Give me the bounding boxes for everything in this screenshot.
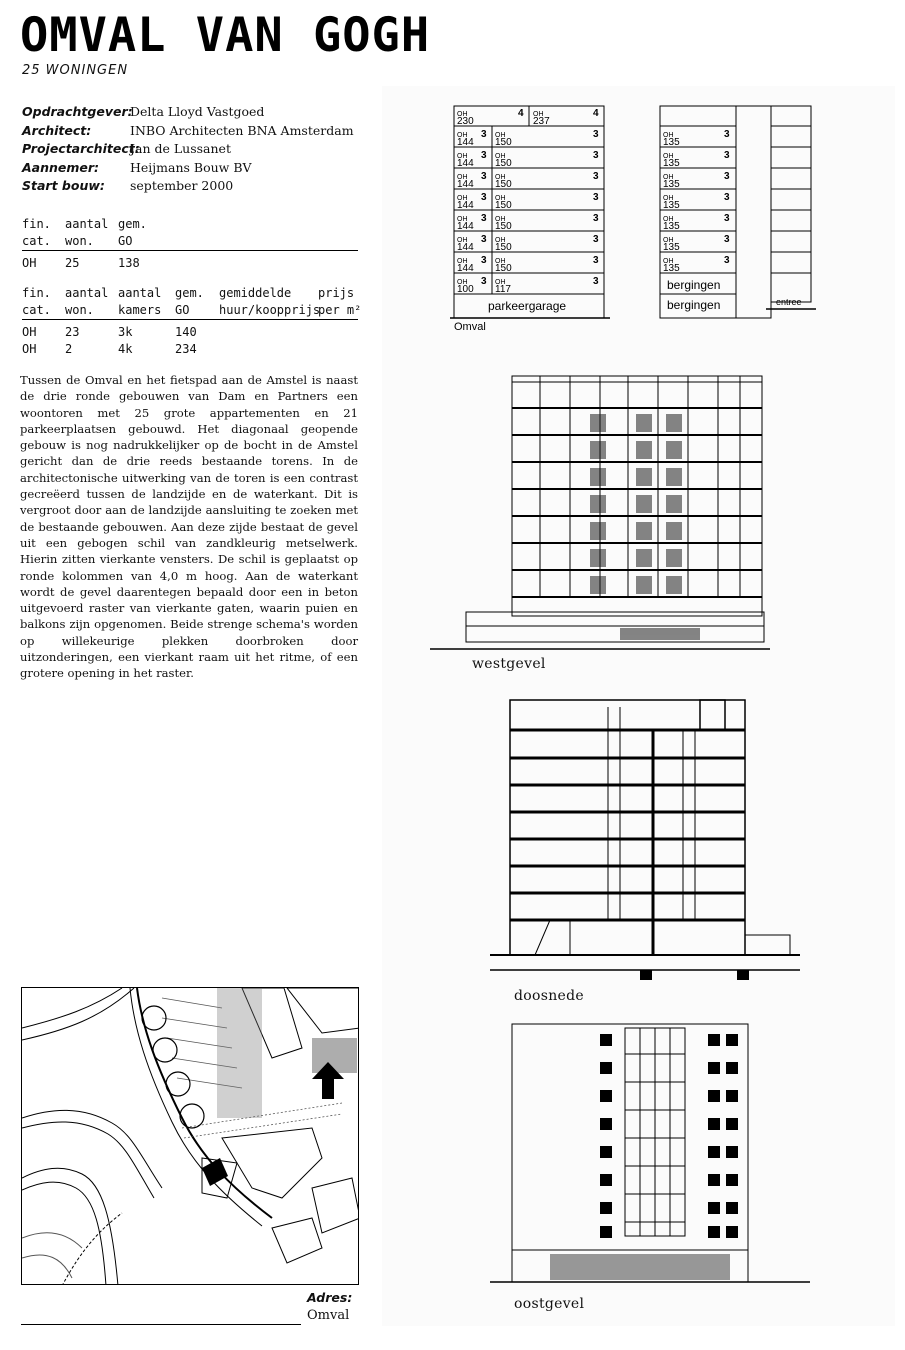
scheme-cat: OH [663, 195, 674, 202]
scheme-size: 135 [663, 158, 680, 169]
scheme-cat: OH [457, 174, 468, 181]
scheme-cat: OH [663, 132, 674, 139]
scheme-cat: OH [457, 258, 468, 265]
table-cell: 138 [118, 256, 140, 270]
table-cell: OH [22, 256, 37, 270]
table-row [22, 255, 358, 272]
table-cell: 3k [118, 325, 133, 339]
scheme-cat: OH [457, 216, 468, 223]
scheme-rooms: 3 [593, 192, 599, 203]
header-cell: kamers [118, 302, 162, 317]
credit-row-architect [22, 122, 372, 141]
credit-value: september 2000 [130, 178, 234, 193]
credit-value: INBO Architecten BNA Amsterdam [130, 122, 354, 138]
scheme-cat: OH [495, 132, 506, 139]
table-cell: 23 [65, 325, 80, 339]
scheme-rooms: 3 [593, 213, 599, 224]
scheme-cat: OH [663, 258, 674, 265]
housing-summary-table [22, 216, 358, 272]
scheme-size: 150 [495, 137, 512, 148]
scheme-rooms: 3 [724, 129, 730, 140]
credits-list [22, 103, 372, 196]
scheme-cat: OH [495, 174, 506, 181]
scheme-caption: Omval [454, 321, 486, 333]
credit-label: Projectarchitect: [22, 141, 140, 156]
scheme-size: 237 [533, 116, 550, 127]
scheme-rooms: 3 [724, 192, 730, 203]
scheme-size: 135 [663, 179, 680, 190]
scheme-rooms: 3 [724, 150, 730, 161]
scheme-size: 135 [663, 242, 680, 253]
header-cell: prijs [318, 286, 355, 300]
header-cell: aantal [118, 286, 162, 300]
credit-value: Delta Lloyd Vastgoed [130, 104, 265, 119]
credit-label: Architect: [22, 122, 92, 138]
scheme-cat: OH [495, 237, 506, 244]
scheme-rooms: 3 [724, 171, 730, 182]
scheme-size: 150 [495, 242, 512, 253]
scheme-cat: OH [457, 153, 468, 160]
site-map-drawing [22, 988, 359, 1285]
credit-label: Opdrachtgever: [22, 104, 133, 119]
scheme-cat: OH [457, 132, 468, 139]
scheme-cat: OH [457, 279, 468, 286]
scheme-rooms: 3 [481, 255, 487, 266]
scheme-rooms: 3 [724, 213, 730, 224]
scheme-cat: OH [495, 153, 506, 160]
description-text: Tussen de Omval en het fietspad aan de Amstel is naast de drie ronde gebouwen van Dam en Partners een woontoren met 25 grote appartementen en 21 parkeerplaatsen gebouwd. Het diagonaal geopende gebouw is nog nadrukkelijker op de bocht in de Amstel gericht dan de drie reeds bestaande torens. In de architectonische uitwerking van de toren is een contrast gecreëerd tussen de landzijde en de waterkant. Dit is vergroot door aan de landzijde aansluiting te zoeken met de bestaande gebouwen. Aan deze zijde bestaat de gevel uit een gebogen schil van zandkleurig metselwerk. Hierin zitten vierkante vensters. De schil is geplaatst op ronde kolommen van 4,0 m hoog. Aan de waterkant wordt de gevel daarentegen bepaald door een in beton uitgevoerd raster van vierkante gaten, waarin puien en balkons zijn opgenomen. Beide strenge schema's worden op willekeurige plekken doorbroken door uitzonderingen, een vierkant raam uit het ritme, of een grotere opening in het raster. [20, 373, 358, 681]
tower-location-marker [202, 1158, 228, 1186]
address-value: Omval [307, 1308, 350, 1323]
header-cell: cat. [22, 233, 51, 248]
scheme-cat: OH [495, 279, 506, 286]
credit-row-start [22, 177, 372, 196]
header-cell: fin. [22, 217, 51, 231]
scheme-size: 144 [457, 242, 474, 253]
header-cell: fin. [22, 286, 51, 300]
address-block [307, 1289, 352, 1325]
credit-label: Start bouw: [22, 178, 105, 193]
floor-scheme-omval [450, 104, 610, 334]
west-elevation-caption: westgevel [472, 656, 546, 672]
scheme-size: 100 [457, 284, 474, 295]
page-subtitle: 25 WONINGEN [22, 63, 129, 78]
table-cell: 140 [175, 325, 197, 339]
header-cell: aantal [65, 217, 109, 231]
scheme-cat: OH [457, 195, 468, 202]
scheme-size: 144 [457, 263, 474, 274]
header-cell: gemiddelde [219, 286, 292, 300]
divider [21, 1324, 301, 1325]
scheme-size: 150 [495, 221, 512, 232]
scheme-cat: OH [457, 237, 468, 244]
table-cell: 4k [118, 341, 133, 356]
scheme-cat: OH [495, 216, 506, 223]
table-cell: 234 [175, 341, 197, 356]
credit-row-client [22, 103, 372, 122]
table-cell: 25 [65, 256, 80, 270]
scheme-size: 150 [495, 200, 512, 211]
header-cell: GO [118, 233, 133, 248]
section-drawing [490, 685, 800, 985]
header-cell: won. [65, 302, 94, 317]
section-caption: doosnede [514, 988, 584, 1004]
credit-row-project-architect [22, 140, 372, 159]
credit-value: Heijmans Bouw BV [130, 159, 252, 175]
scheme-cat: OH [663, 216, 674, 223]
table-row [22, 341, 358, 358]
header-cell: huur/koopprijs [219, 302, 321, 317]
scheme-rooms: 3 [593, 234, 599, 245]
scheme-rooms: 3 [593, 150, 599, 161]
scheme-size: 135 [663, 263, 680, 274]
header-cell: per m² [318, 302, 362, 317]
scheme-cat: OH [533, 111, 544, 118]
east-elevation-caption: oostgevel [514, 1296, 585, 1312]
scheme-size: 117 [495, 284, 511, 295]
table-cell: 2 [65, 341, 73, 356]
scheme-rooms: 3 [724, 255, 730, 266]
scheme-cat: OH [663, 153, 674, 160]
scheme-size: 144 [457, 221, 474, 232]
garage-label: parkeergarage [488, 299, 567, 313]
scheme-rooms: 3 [481, 150, 487, 161]
table-row [22, 324, 358, 341]
table-header [22, 285, 362, 320]
storage-label: bergingen [667, 278, 721, 292]
address-label: Adres: [307, 1290, 353, 1305]
scheme-size: 135 [663, 137, 680, 148]
scheme-rooms: 4 [593, 108, 599, 119]
table-cell: OH [22, 341, 37, 356]
scheme-rooms: 3 [593, 276, 599, 287]
scheme-rooms: 3 [481, 234, 487, 245]
storage-label: bergingen [667, 298, 721, 312]
scheme-size: 144 [457, 200, 474, 211]
scheme-rooms: 3 [481, 213, 487, 224]
scheme-cat: OH [457, 111, 468, 118]
entrance-label: entree [776, 297, 802, 307]
scheme-size: 135 [663, 200, 680, 211]
scheme-rooms: 3 [593, 129, 599, 140]
credit-value: Jan de Lussanet [130, 141, 231, 156]
header-cell: gem. [175, 286, 204, 300]
floor-scheme-tower [656, 104, 816, 320]
scheme-rooms: 3 [724, 234, 730, 245]
scheme-size: 144 [457, 137, 474, 148]
scheme-size: 144 [457, 179, 474, 190]
scheme-cat: OH [495, 258, 506, 265]
east-elevation-drawing [490, 1020, 810, 1292]
scheme-rooms: 4 [518, 108, 524, 119]
scheme-size: 230 [457, 116, 474, 127]
header-cell: GO [175, 302, 190, 317]
scheme-cat: OH [663, 237, 674, 244]
scheme-size: 144 [457, 158, 474, 169]
site-map [21, 987, 359, 1285]
scheme-size: 150 [495, 263, 512, 274]
scheme-rooms: 3 [481, 192, 487, 203]
header-cell: cat. [22, 302, 51, 317]
credit-row-contractor [22, 159, 372, 178]
scheme-rooms: 3 [481, 276, 487, 287]
header-cell: gem. [118, 217, 147, 231]
header-cell: won. [65, 233, 94, 248]
page-title: OMVAL VAN GOGH [20, 8, 431, 63]
scheme-rooms: 3 [593, 255, 599, 266]
scheme-cat: OH [495, 195, 506, 202]
scheme-rooms: 3 [593, 171, 599, 182]
scheme-size: 150 [495, 179, 512, 190]
scheme-size: 135 [663, 221, 680, 232]
housing-detail-table [22, 285, 362, 357]
table-cell: OH [22, 325, 37, 339]
table-header [22, 216, 358, 251]
credit-label: Aannemer: [22, 159, 100, 175]
scheme-rooms: 3 [481, 171, 487, 182]
scheme-cat: OH [663, 174, 674, 181]
scheme-rooms: 3 [481, 129, 487, 140]
scheme-size: 150 [495, 158, 512, 169]
west-elevation-drawing [430, 370, 770, 655]
header-cell: aantal [65, 286, 109, 300]
